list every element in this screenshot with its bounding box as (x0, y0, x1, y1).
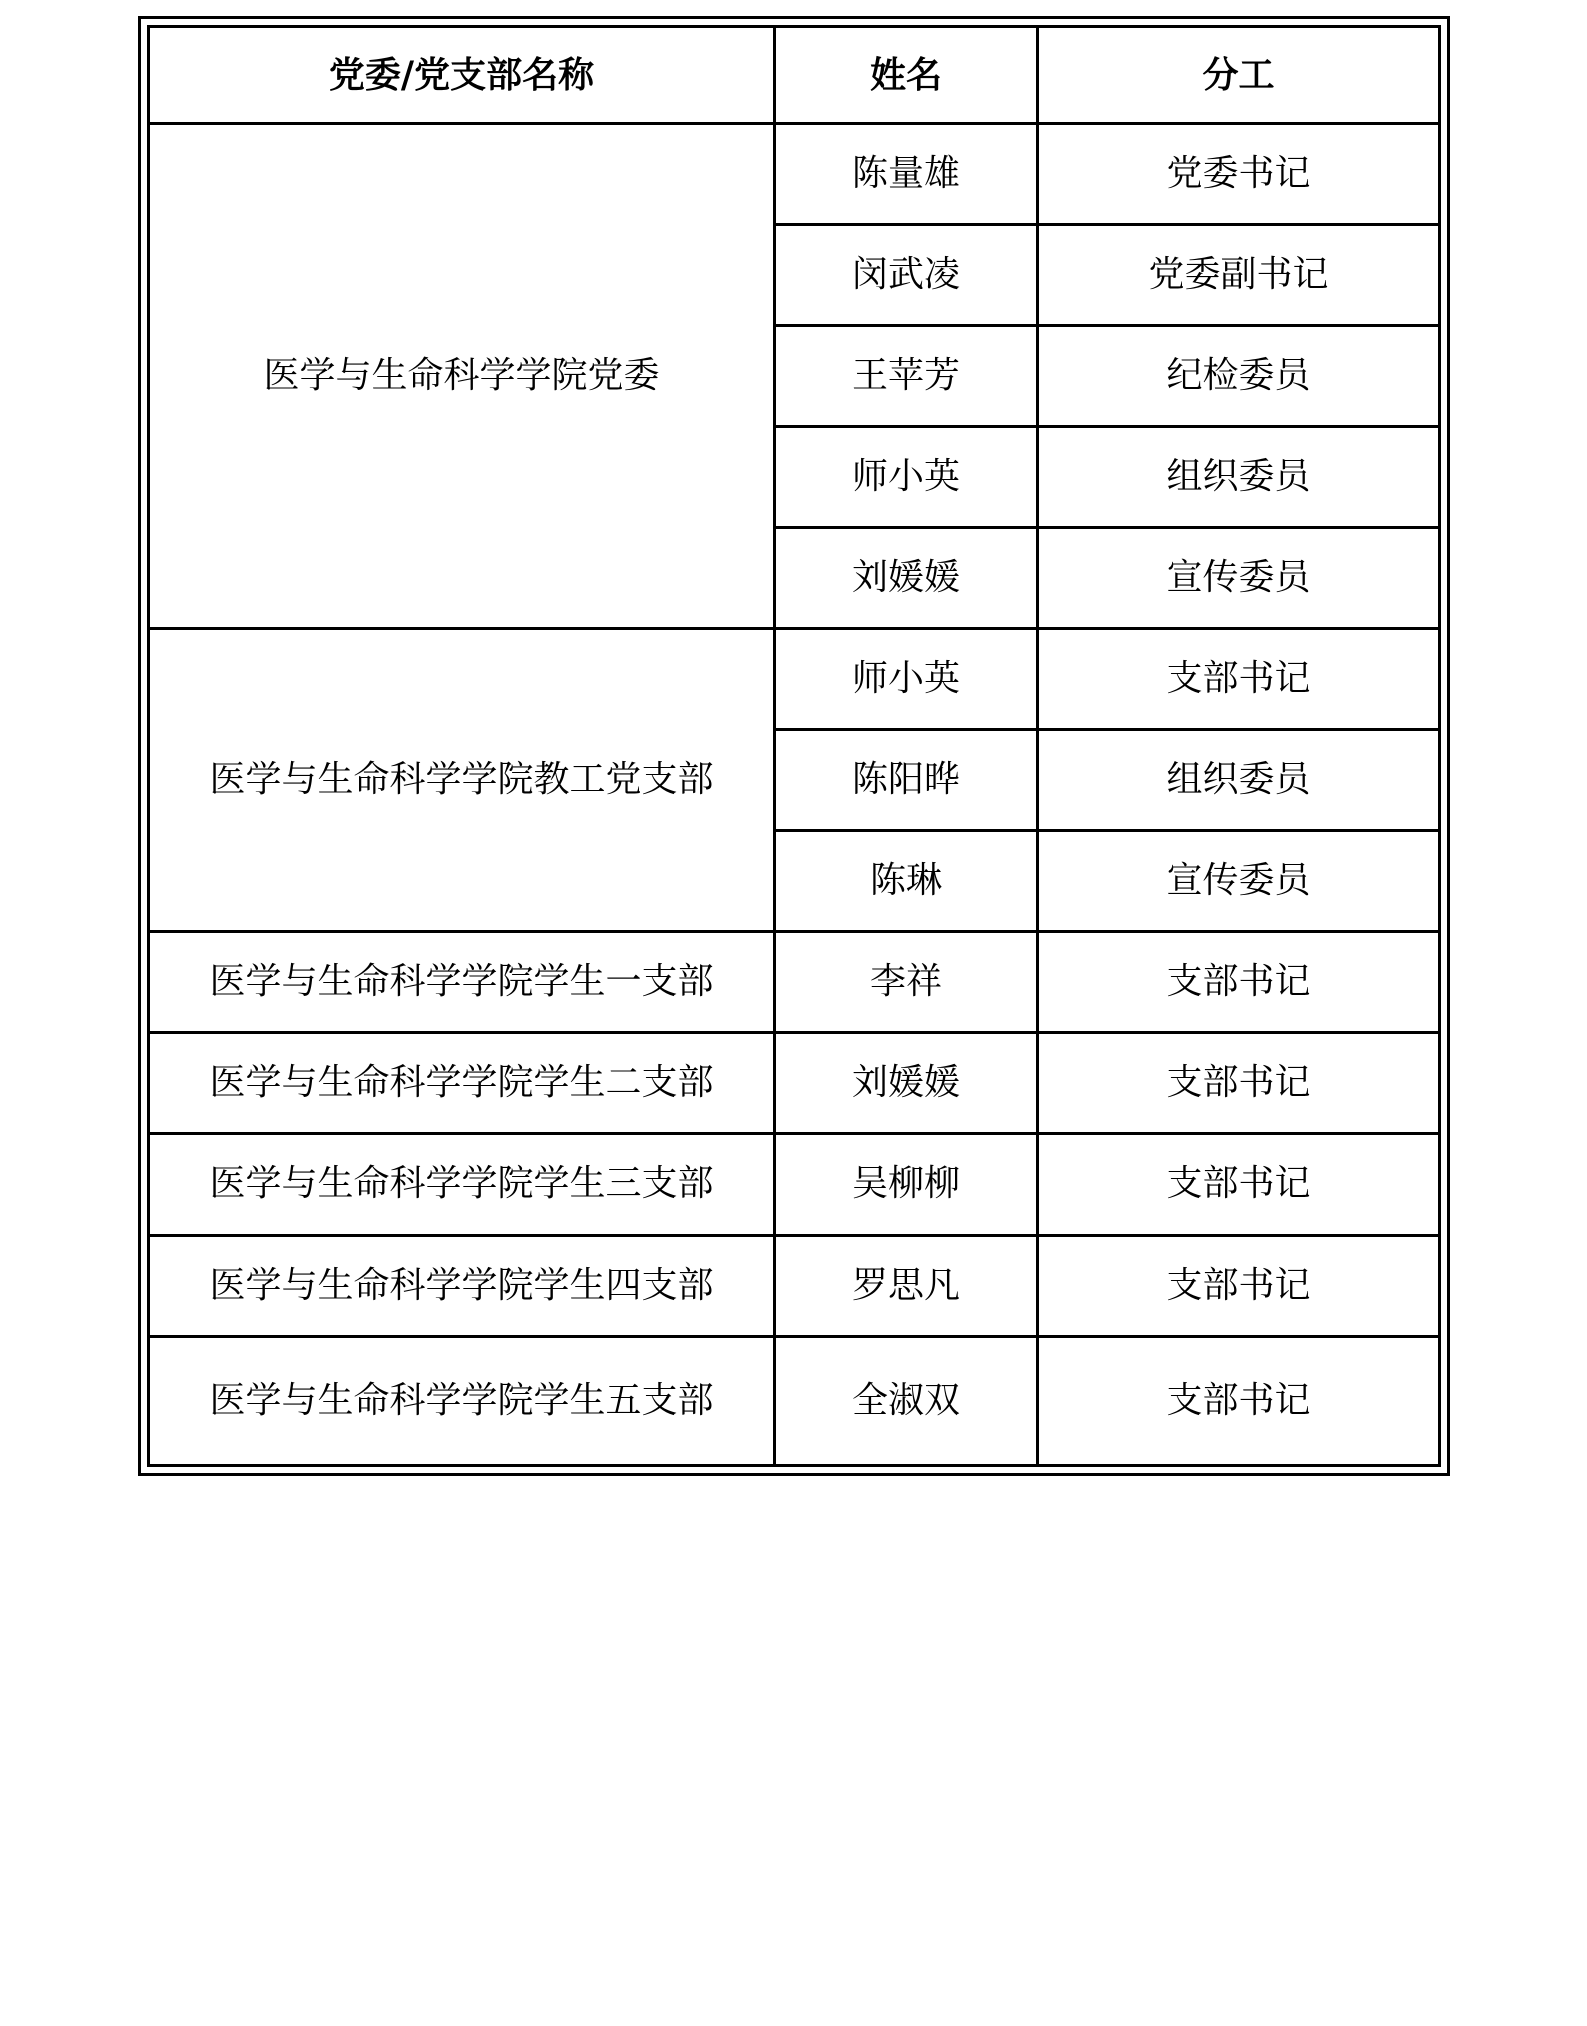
name-cell: 李祥 (775, 932, 1038, 1033)
role-cell: 纪检委员 (1038, 326, 1440, 427)
name-cell: 罗思凡 (775, 1235, 1038, 1336)
org-cell: 医学与生命科学学院学生四支部 (149, 1235, 775, 1336)
table-row (149, 1336, 1440, 1465)
name-cell: 师小英 (775, 629, 1038, 730)
name-cell: 刘媛媛 (775, 1033, 1038, 1134)
header-org: 党委/党支部名称 (149, 27, 775, 124)
role-cell: 党委副书记 (1038, 225, 1440, 326)
org-cell: 医学与生命科学学院学生二支部 (149, 1033, 775, 1134)
org-cell: 医学与生命科学学院党委 (149, 124, 775, 629)
role-cell: 宣传委员 (1038, 831, 1440, 932)
role-cell: 支部书记 (1038, 1336, 1440, 1465)
party-committee-table (147, 25, 1441, 1467)
table-row (149, 1235, 1440, 1336)
party-committee-table-frame (138, 16, 1450, 1476)
role-cell: 党委书记 (1038, 124, 1440, 225)
name-cell: 吴柳柳 (775, 1134, 1038, 1235)
table-row (149, 124, 1440, 225)
org-cell: 医学与生命科学学院学生五支部 (149, 1336, 775, 1465)
role-cell: 支部书记 (1038, 1033, 1440, 1134)
org-cell: 医学与生命科学学院教工党支部 (149, 629, 775, 932)
name-cell: 全淑双 (775, 1336, 1038, 1465)
header-role: 分工 (1038, 27, 1440, 124)
role-cell: 组织委员 (1038, 427, 1440, 528)
name-cell: 陈阳晔 (775, 730, 1038, 831)
table-row (149, 1134, 1440, 1235)
table-header-row (149, 27, 1440, 124)
role-cell: 组织委员 (1038, 730, 1440, 831)
org-cell: 医学与生命科学学院学生一支部 (149, 932, 775, 1033)
header-name: 姓名 (775, 27, 1038, 124)
name-cell: 闵武凌 (775, 225, 1038, 326)
name-cell: 师小英 (775, 427, 1038, 528)
table-row (149, 1033, 1440, 1134)
table-row (149, 629, 1440, 730)
table-row (149, 932, 1440, 1033)
name-cell: 陈琳 (775, 831, 1038, 932)
role-cell: 宣传委员 (1038, 528, 1440, 629)
name-cell: 王苹芳 (775, 326, 1038, 427)
role-cell: 支部书记 (1038, 1134, 1440, 1235)
name-cell: 陈量雄 (775, 124, 1038, 225)
org-cell: 医学与生命科学学院学生三支部 (149, 1134, 775, 1235)
role-cell: 支部书记 (1038, 1235, 1440, 1336)
name-cell: 刘媛媛 (775, 528, 1038, 629)
role-cell: 支部书记 (1038, 932, 1440, 1033)
role-cell: 支部书记 (1038, 629, 1440, 730)
